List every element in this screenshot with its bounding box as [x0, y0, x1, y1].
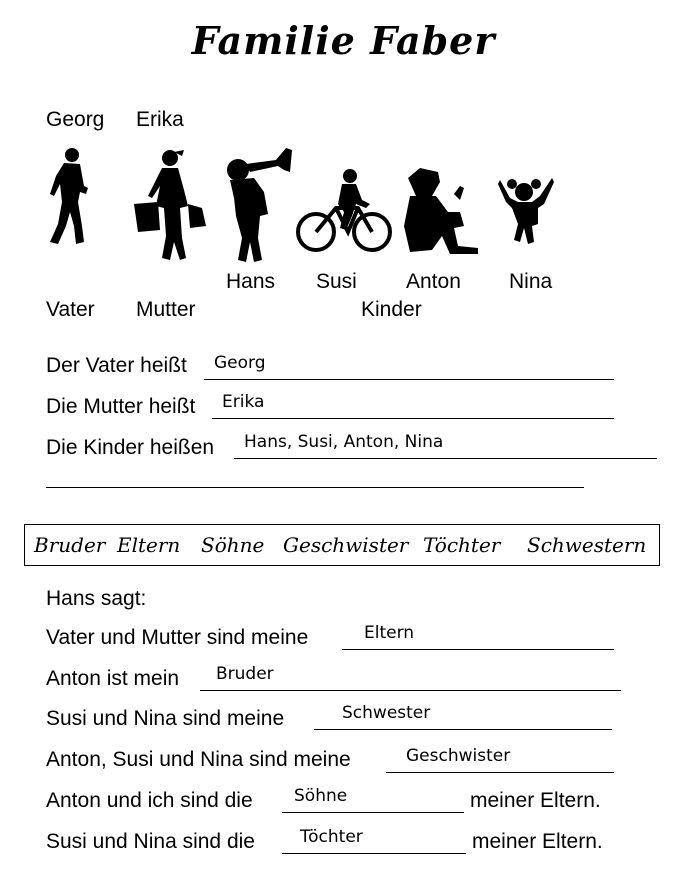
kinder-answer: Hans, Susi, Anton, Nina: [244, 432, 444, 452]
name-hans: Hans: [226, 270, 276, 293]
label-mutter: Mutter: [136, 298, 196, 321]
s3-answer: Schwester: [342, 703, 431, 723]
anton-sitting-silhouette: [402, 166, 482, 256]
s6-answer: Töchter: [300, 827, 363, 847]
s6-suffix: meiner Eltern.: [472, 830, 603, 853]
word-schwestern: Schwestern: [527, 533, 647, 557]
hans-sagt: Hans sagt:: [46, 587, 147, 610]
s4-answer-field[interactable]: [386, 748, 614, 773]
s2-answer: Bruder: [216, 664, 274, 684]
vater-answer: Georg: [214, 353, 266, 373]
name-nina: Nina: [509, 270, 553, 293]
s3-prompt: Susi und Nina sind meine: [46, 707, 285, 730]
word-soehne: Söhne: [201, 533, 265, 557]
kinder-prompt: Die Kinder heißen: [46, 436, 215, 459]
name-anton: Anton: [406, 270, 461, 293]
s1-answer-field[interactable]: [342, 625, 614, 650]
s6-answer-field[interactable]: [282, 829, 466, 854]
s5-suffix: meiner Eltern.: [470, 789, 601, 812]
s5-prompt: Anton und ich sind die: [46, 789, 253, 812]
s4-prompt: Anton, Susi und Nina sind meine: [46, 748, 351, 771]
mutter-answer-field[interactable]: [212, 394, 614, 419]
vater-answer-field[interactable]: [204, 355, 614, 380]
s1-answer: Eltern: [364, 623, 415, 643]
s5-answer: Söhne: [294, 786, 348, 806]
word-bank: [24, 524, 660, 566]
vater-prompt: Der Vater heißt: [46, 354, 187, 377]
word-toechter: Töchter: [423, 533, 501, 557]
name-susi: Susi: [316, 270, 357, 293]
word-bruder: Bruder: [34, 533, 106, 557]
kinder-answer-field[interactable]: [234, 434, 657, 459]
s5-answer-field[interactable]: [282, 788, 464, 813]
susi-bicycle-silhouette: [296, 164, 392, 254]
s4-answer: Geschwister: [406, 746, 511, 766]
s6-prompt: Susi und Nina sind die: [46, 830, 255, 853]
father-silhouette: [44, 146, 92, 246]
hans-trumpet-silhouette: [220, 142, 296, 264]
mother-silhouette: [130, 146, 210, 266]
s2-prompt: Anton ist mein: [46, 667, 180, 690]
worksheet-title: Familie Faber: [191, 18, 496, 63]
word-eltern: Eltern: [117, 533, 181, 557]
s2-answer-field[interactable]: [200, 666, 621, 691]
mutter-answer: Erika: [222, 392, 265, 412]
s1-prompt: Vater und Mutter sind meine: [46, 626, 309, 649]
name-georg: Georg: [46, 108, 105, 131]
name-erika: Erika: [136, 108, 184, 131]
label-kinder: Kinder: [361, 298, 422, 321]
s3-answer-field[interactable]: [314, 705, 612, 730]
kinder-answer-extra-line[interactable]: [46, 463, 584, 488]
mutter-prompt: Die Mutter heißt: [46, 395, 196, 418]
label-vater: Vater: [46, 298, 95, 321]
nina-jumping-silhouette: [496, 172, 556, 246]
word-geschwister: Geschwister: [283, 533, 409, 557]
